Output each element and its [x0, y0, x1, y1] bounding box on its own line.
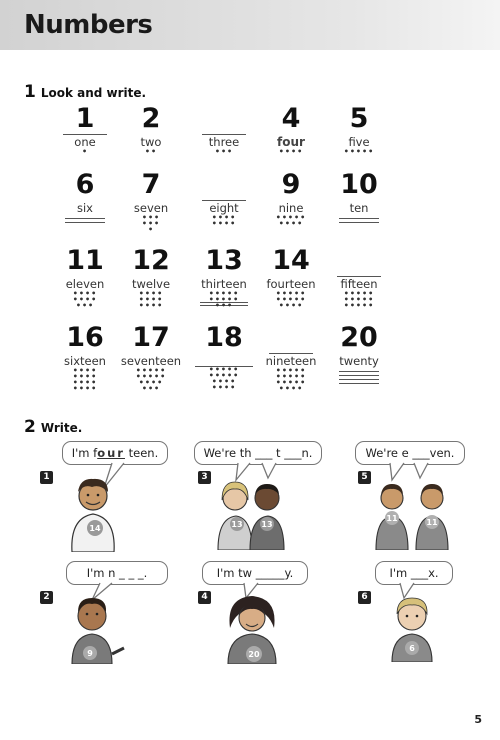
item-6-badge: 6 [358, 591, 371, 604]
page-number: 5 [474, 713, 482, 726]
twins-thirteen-illustration [212, 470, 288, 550]
dot-count: •• [144, 147, 158, 156]
shirt-number-5a: 11 [386, 514, 398, 523]
number-word: nineteen [265, 354, 317, 368]
dot-count: ••••• ••••• •••• •••• [208, 365, 240, 392]
dot-count: ••••• •••• [275, 213, 307, 228]
item-1-badge: 1 [40, 471, 53, 484]
shirt-number-2: 9 [87, 649, 93, 658]
number-figure: 4 [281, 103, 301, 134]
exercise-2-instruction: Write. [40, 421, 83, 435]
dot-count: ••••• ••••• ••• [208, 289, 240, 310]
page-title: Numbers [24, 10, 153, 40]
number-word: five [348, 135, 370, 149]
dot-count: ••• ••• • [141, 213, 161, 234]
twins-eleven-illustration [370, 472, 454, 550]
number-word: four [277, 135, 305, 149]
number-figure: 1 [75, 103, 95, 134]
dot-count: ••••• [343, 147, 375, 156]
item-4-badge: 4 [198, 591, 211, 604]
shirt-number-4: 20 [248, 650, 260, 659]
dot-count: •••• •••• ••• [72, 289, 98, 310]
number-word: three [208, 135, 240, 149]
boy-nine-illustration [64, 590, 130, 664]
bubble-2-text: I'm n _ _ _. [86, 566, 148, 580]
number-word: twelve [131, 277, 171, 291]
bubble-1-answer: our [97, 446, 125, 460]
number-figure: 7 [141, 169, 161, 200]
number-figure: 13 [205, 245, 243, 276]
exercise-1-instruction: Look and write. [40, 86, 147, 100]
dot-count: ••••• ••••• •••• ••• [135, 366, 167, 393]
bubble-5-text: We're e ___ven. [365, 446, 455, 460]
dot-count: •••• •••• •••• [138, 289, 164, 310]
number-word: seven [133, 201, 169, 215]
dot-count: • [81, 147, 89, 156]
number-figure: 9 [281, 169, 301, 200]
bubble-6-text: I'm ___x. [389, 566, 439, 580]
number-figure: 14 [272, 245, 310, 276]
bubble-1-text-end: teen. [124, 446, 159, 460]
shirt-number-1: 14 [89, 524, 101, 533]
number-figure: 12 [132, 245, 170, 276]
item-2-badge: 2 [40, 591, 53, 604]
boy-fourteen-illustration [58, 470, 128, 552]
number-figure: 6 [75, 169, 95, 200]
number-word: one [74, 135, 96, 149]
number-figure: 20 [340, 322, 378, 353]
bubble-1-text-start: I'm f [71, 446, 98, 460]
number-figure: 5 [349, 103, 369, 134]
number-word: fourteen [266, 277, 316, 291]
exercise-1-number: 1 [24, 82, 36, 102]
bubble-4-text: I'm tw _____y. [216, 566, 294, 580]
number-figure: 16 [66, 322, 104, 353]
shirt-number-5b: 11 [426, 518, 438, 527]
girl-six-illustration [384, 590, 440, 662]
number-figure: 17 [132, 322, 170, 353]
number-word: two [140, 135, 162, 149]
number-word: nine [278, 201, 304, 215]
item-3-badge: 3 [198, 471, 211, 484]
number-figure: 11 [66, 245, 104, 276]
bubble-3-text: We're th ___ t ___n. [203, 446, 313, 460]
number-word: fifteen [340, 277, 378, 291]
number-figure: 10 [340, 169, 378, 200]
girl-twenty-illustration [218, 588, 286, 664]
item-5-badge: 5 [358, 471, 371, 484]
number-word: six [77, 201, 93, 215]
dot-count: ••••• ••••• ••••• •••• [275, 366, 307, 393]
dot-count: ••• [214, 147, 234, 156]
shirt-number-3b: 13 [261, 520, 273, 529]
number-word: seventeen [120, 354, 182, 368]
number-word: thirteen [201, 277, 247, 291]
dot-count: ••••• ••••• •••• [275, 289, 307, 310]
shirt-number-6: 6 [409, 644, 415, 653]
number-word: eleven [65, 277, 105, 291]
dot-count: •••• [278, 147, 304, 156]
exercise-2-number: 2 [24, 417, 36, 437]
shirt-number-3a: 13 [231, 520, 243, 529]
number-word: twenty [339, 354, 379, 368]
dot-count: •••• •••• [211, 213, 237, 228]
number-word: ten [349, 201, 369, 215]
number-word: sixteen [64, 354, 106, 368]
dot-count: •••• •••• •••• •••• [72, 366, 98, 393]
dot-count: ••••• ••••• ••••• [343, 289, 375, 310]
number-figure: 18 [205, 322, 243, 353]
number-word: eight [209, 201, 239, 215]
number-figure: 2 [141, 103, 161, 134]
